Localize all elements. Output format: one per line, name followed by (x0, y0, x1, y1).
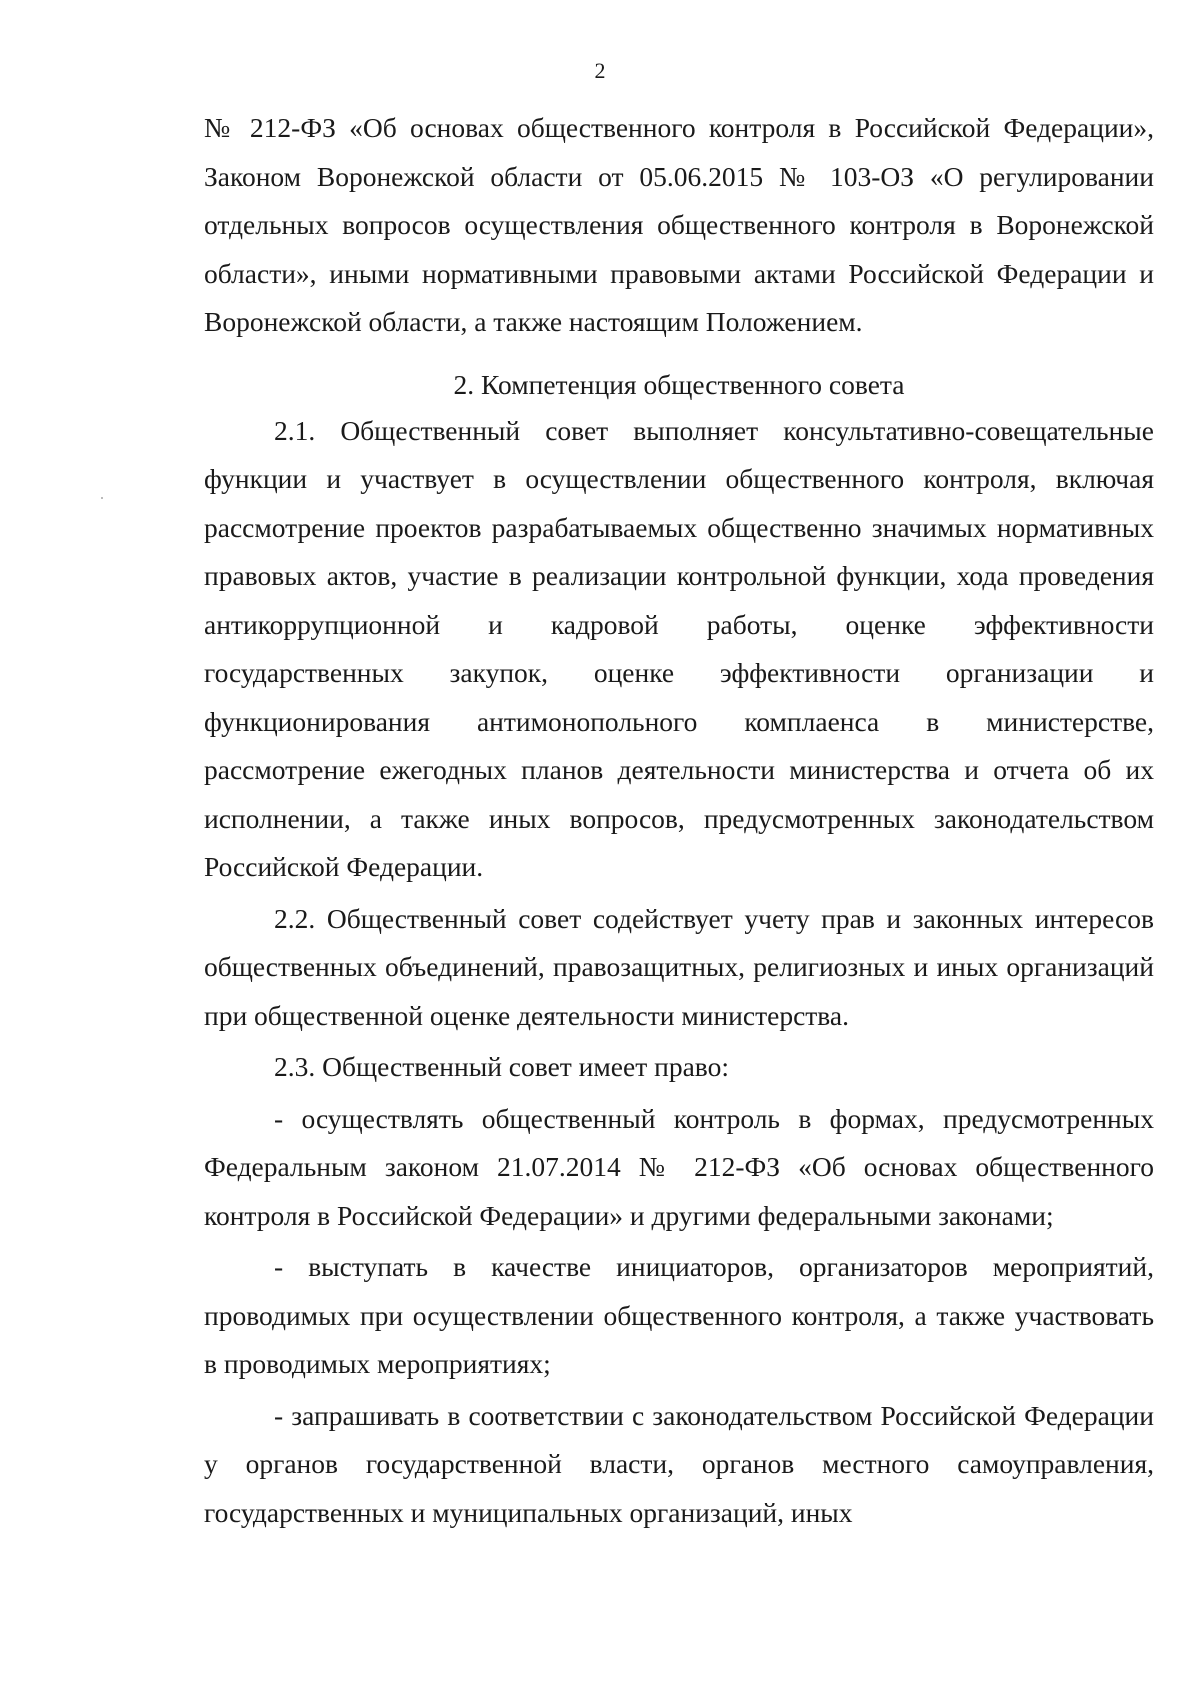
paragraph-2-2: 2.2. Общественный совет содействует учету прав и законных интересов общественных объединений, правозащитных, религиозных и иных организаций при общественной оценке деятельности министерства. (204, 902, 1154, 1031)
page-number: 2 (594, 58, 606, 83)
document-body (204, 104, 1154, 1537)
scan-speck (101, 497, 103, 499)
intro-paragraph: № 212-ФЗ «Об основах общественного контроля в Российской Федерации», Законом Воронежской области от 05.06.2015 № 103-ОЗ «О регулировании отдельных вопросов осуществления общественного контроля в Воронежской области», иными нормативными правовыми актами Российской Федерации и Воронежской области, а также настоящим Положением. (204, 112, 1154, 337)
paragraph-2-3: 2.3. Общественный совет имеет право: (274, 1051, 729, 1082)
list-item: - запрашивать в соответствии с законодательством Российской Федерации у органов государственной власти, органов местного самоуправления, государственных и муниципальных организаций, иных (204, 1399, 1154, 1528)
paragraph-2-1: 2.1. Общественный совет выполняет консультативно-совещательные функции и участвует в осуществлении общественного контроля, включая рассмотрение проектов разрабатываемых общественно значимых нормативных правовых актов, участие в реализации контрольной функции, хода проведения антикоррупционной и кадровой работы, оценке эффективности государственных закупок, оценке эффективности организации и функционирования антимонопольного комплаенса в министерстве, рассмотрение ежегодных планов деятельности министерства и отчета об их исполнении, а также иных вопросов, предусмотренных законодательством Российской Федерации. (204, 414, 1154, 882)
list-item: - осуществлять общественный контроль в формах, предусмотренных Федеральным законом 21.07.2014 № 212-ФЗ «Об основах общественного контроля в Российской Федерации» и другими федеральными законами; (204, 1102, 1154, 1231)
section-heading: 2. Компетенция общественного совета (453, 368, 905, 400)
list-item: - выступать в качестве инициаторов, организаторов мероприятий, проводимых при осуществлении общественного контроля, а также участвовать в проводимых мероприятиях; (204, 1251, 1154, 1379)
